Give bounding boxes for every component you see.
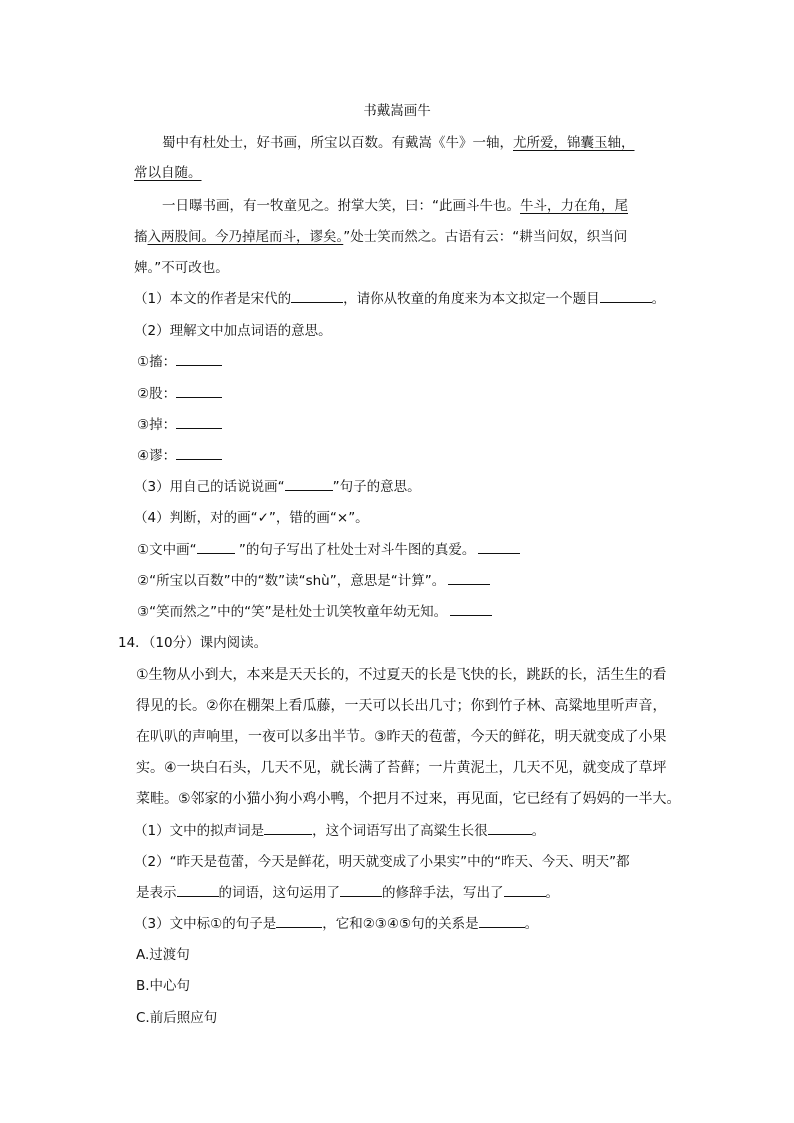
text: 的词语，这句运用了 xyxy=(218,885,340,901)
text: ②“所宝以百数”中的“数”读“shù”，意思是“计算”。 xyxy=(137,573,446,589)
text: ④谬： xyxy=(137,448,177,464)
answer-blank[interactable] xyxy=(450,603,492,616)
q13-word1 xyxy=(137,353,222,371)
text: 蜀中有杜处士，好书画，所宝以百数。有戴嵩《牛》一轴， xyxy=(162,135,513,151)
q14-passage-line: 得见的长。②你在棚架上看瓜藤，一天可以长出几寸；你到竹子林、高粱地里听声音， xyxy=(136,698,667,714)
passage-p2-line3: 婢。”不可改也。 xyxy=(134,260,229,276)
answer-blank[interactable] xyxy=(488,822,532,835)
answer-blank[interactable] xyxy=(285,478,333,491)
answer-blank[interactable] xyxy=(340,884,382,897)
passage-p2-line1 xyxy=(162,197,628,215)
q14-sub3 xyxy=(134,915,538,933)
answer-blank[interactable] xyxy=(478,541,520,554)
q13-sub2: （2）理解文中加点词语的意思。 xyxy=(134,323,332,339)
q14-passage-line: ①生物从小到大，本来是天天长的，不过夏天的长是飞快的长，跳跃的长，活生生的看 xyxy=(136,667,667,683)
option-a[interactable]: A.过渡句 xyxy=(136,947,190,963)
text: 。 xyxy=(531,823,546,839)
underlined-text: 常以自随。 xyxy=(134,165,202,181)
text: ①文中画“ xyxy=(137,542,197,558)
q13-judge3 xyxy=(137,603,492,621)
q13-word2 xyxy=(137,385,222,403)
text: ③掉： xyxy=(137,417,177,433)
answer-blank[interactable] xyxy=(600,290,652,303)
answer-blank[interactable] xyxy=(504,884,546,897)
text: ②股： xyxy=(137,386,177,402)
passage-p1-line2 xyxy=(134,164,202,182)
text: ”处士笑而然之。古语有云：“耕当问奴，织当问 xyxy=(343,229,628,245)
text: ①搐： xyxy=(137,354,177,370)
passage-p2-line2 xyxy=(134,228,627,246)
q14-sub2-line1: （2）“昨天是苞蕾，今天是鲜花，明天就变成了小果实”中的“昨天、今天、明天”都 xyxy=(134,854,630,870)
underlined-text: 尤所爱，锦囊玉轴， xyxy=(513,135,635,151)
text: ，请你从牧童的角度来为本文拟定一个题目 xyxy=(343,291,600,307)
text: 。 xyxy=(651,291,666,307)
answer-blank[interactable] xyxy=(276,915,322,928)
text: （3）文中标①的句子是 xyxy=(134,916,277,932)
answer-blank[interactable] xyxy=(176,447,222,460)
text: 。 xyxy=(545,885,559,901)
answer-blank[interactable] xyxy=(448,572,490,585)
text: （3）用自己的话说说画“ xyxy=(134,479,285,495)
underlined-text: 入两股间。今乃掉 xyxy=(147,229,256,245)
text: 搐 xyxy=(134,229,148,245)
q13-word4 xyxy=(137,447,222,465)
q14-passage-line: 菜畦。⑤邻家的小猫小狗小鸡小鸭，个把月不过来，再见面，它已经有了妈妈的一半大。 xyxy=(136,791,681,807)
q14-passage-line: 实。④一块白石头，几天不见，就长满了苔藓；一片黄泥土，几天不见，就变成了草坪 xyxy=(136,760,667,776)
sample-line xyxy=(197,541,235,554)
q13-judge2 xyxy=(137,572,490,590)
text: 的修辞手法，写出了 xyxy=(382,885,504,901)
text: 。 xyxy=(524,916,539,932)
q14-sub2-line2 xyxy=(136,884,559,902)
text: ”的句子写出了杜处士对斗牛图的真爱。 xyxy=(234,542,476,558)
q14-sub1 xyxy=(134,822,545,840)
q14-header: 14．（10分）课内阅读。 xyxy=(118,635,268,651)
answer-blank[interactable] xyxy=(176,353,222,366)
answer-blank[interactable] xyxy=(176,416,222,429)
answer-blank[interactable] xyxy=(264,822,312,835)
q13-sub4: （4）判断，对的画“✓”，错的画“×”。 xyxy=(134,510,369,526)
answer-blank[interactable] xyxy=(176,385,222,398)
passage-title: 书戴嵩画牛 xyxy=(363,103,431,119)
q13-sub1 xyxy=(134,290,665,308)
text: （1）本文的作者是宋代的 xyxy=(134,291,292,307)
answer-blank[interactable] xyxy=(177,884,219,897)
passage-p1-line1 xyxy=(162,134,635,152)
text: ③“笑而然之”中的“笑”是杜处士讥笑牧童年幼无知。 xyxy=(137,604,448,620)
q13-judge1 xyxy=(137,541,520,559)
text: （1）文中的拟声词是 xyxy=(134,823,265,839)
text: 是表示 xyxy=(136,885,177,901)
text: ”句子的意思。 xyxy=(332,479,421,495)
q13-word3 xyxy=(137,416,222,434)
text: ，这个词语写出了高粱生长很 xyxy=(312,823,488,839)
option-c[interactable]: C.前后照应句 xyxy=(136,1010,218,1026)
underlined-text: 尾而斗，谬矣。 xyxy=(255,229,344,245)
q14-passage-line: 在叭叭的声响里，一夜可以多出半节。③昨天的苞蕾，今天的鲜花，明天就变成了小果 xyxy=(136,729,667,745)
text: 一日曝书画，有一牧童见之。拊掌大笑，曰：“此画斗牛也。 xyxy=(162,198,520,214)
answer-blank[interactable] xyxy=(291,290,343,303)
option-b[interactable]: B.中心句 xyxy=(136,978,191,994)
answer-blank[interactable] xyxy=(479,915,525,928)
underlined-text: 牛斗，力在角，尾 xyxy=(520,198,628,214)
text: ，它和②③④⑤句的关系是 xyxy=(322,916,479,932)
q13-sub3 xyxy=(134,478,421,496)
